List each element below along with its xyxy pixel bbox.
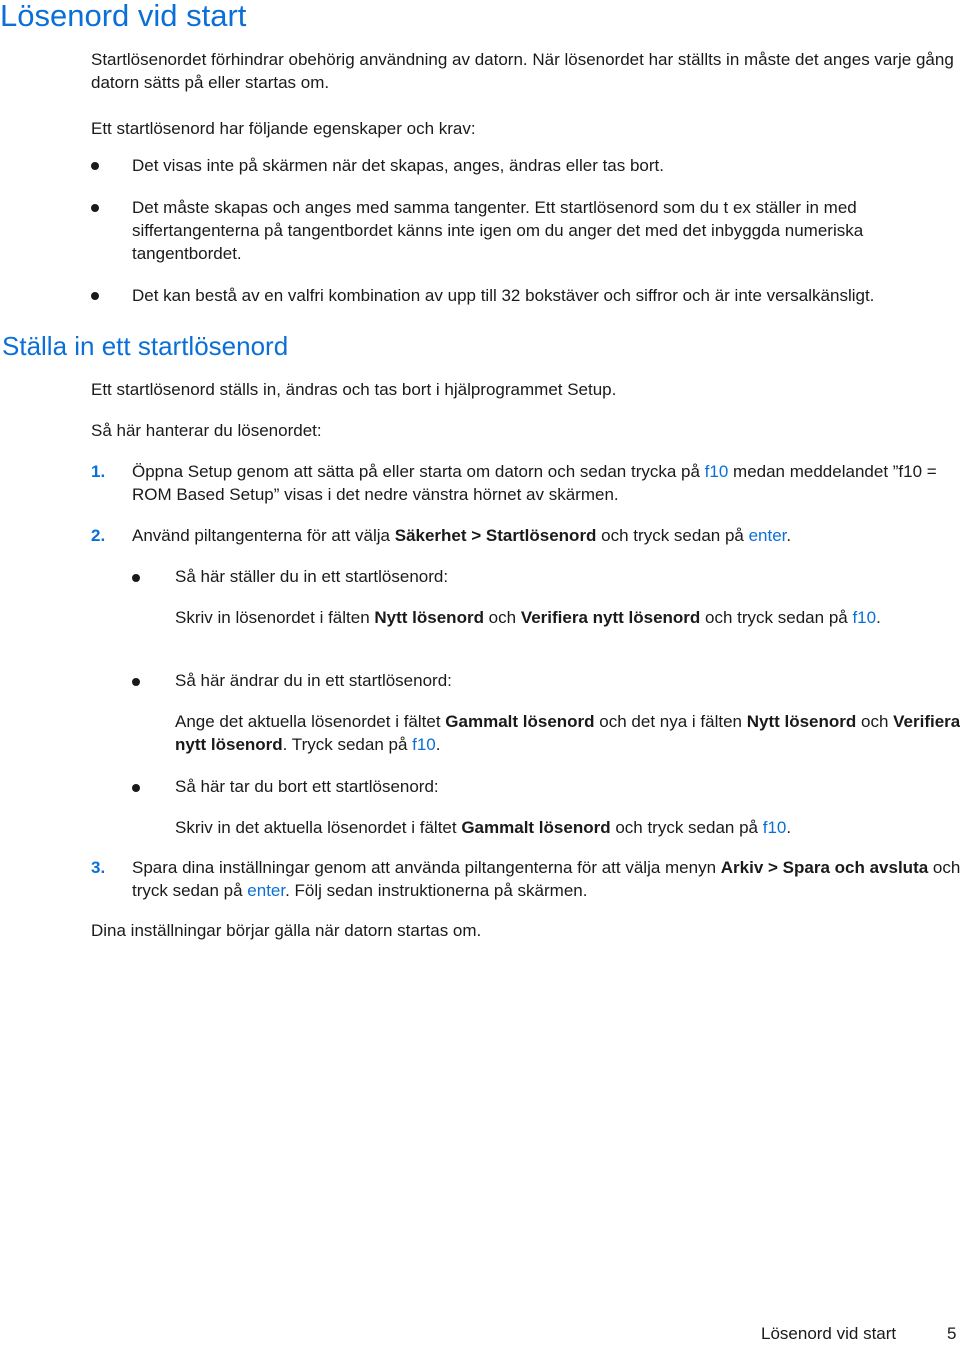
bullet-icon: [132, 574, 140, 582]
page-title: Lösenord vid start: [0, 0, 247, 33]
field-name: Gammalt lösenord: [461, 818, 611, 837]
field-name: Verifiera nytt lösenord: [520, 608, 701, 627]
sub-item-title: Så här ställer du in ett startlösenord:: [175, 567, 449, 586]
section-title: Ställa in ett startlösenord: [2, 331, 289, 361]
intro-paragraph: Startlösenordet förhindrar obehörig användning av datorn. När lösenordet har ställts in måste det anges varje gång datorn sätts på eller startas om.: [91, 50, 954, 92]
text: . Följ sedan instruktionerna på skärmen.: [285, 881, 588, 900]
footer-section-title: Lösenord vid start: [761, 1324, 897, 1343]
field-name: Nytt lösenord: [374, 608, 484, 627]
text: .: [786, 818, 792, 837]
sub-item-title: Så här tar du bort ett startlösenord:: [175, 777, 439, 796]
text: och tryck sedan på: [700, 608, 853, 627]
bullet-icon: [91, 292, 99, 300]
bullet-icon: [132, 678, 140, 686]
list-item-text: Det kan bestå av en valfri kombination av upp till 32 bokstäver och siffror och är inte versalkänsligt.: [132, 286, 875, 305]
sub-item-title: Så här ändrar du in ett startlösenord:: [175, 671, 452, 690]
closing-paragraph: Dina inställningar börjar gälla när datorn startas om.: [91, 921, 482, 940]
field-name: Nytt lösenord: [746, 712, 857, 731]
text: Spara dina inställningar genom att använda piltangenterna för att välja menyn: [132, 858, 721, 877]
key-name: f10: [412, 735, 436, 754]
text: Använd piltangenterna för att välja: [132, 526, 395, 545]
menu-path: Arkiv > Spara och avsluta: [720, 858, 929, 877]
text: medan meddelandet ”f10 = ROM Based Setup” visas i det nedre vänstra hörnet av skärmen.: [132, 462, 937, 504]
text: Ange det aktuella lösenordet i fältet: [175, 712, 446, 731]
key-name: f10: [762, 818, 787, 837]
step-number: 1.: [91, 462, 106, 481]
menu-path: Säkerhet > Startlösenord: [394, 526, 597, 545]
step-number: 3.: [91, 858, 106, 877]
section-paragraph: Ett startlösenord ställs in, ändras och tas bort i hjälprogrammet Setup.: [91, 380, 617, 399]
key-name: enter: [748, 526, 787, 545]
bullet-icon: [91, 204, 99, 212]
field-name: Gammalt lösenord: [445, 712, 595, 731]
text: och tryck sedan på: [132, 858, 960, 900]
list-item-text: Det måste skapas och anges med samma tangenter. Ett startlösenord som du t ex ställer in med siffertangenterna på tangentbordet känns inte igen om du anger det med det inbyggda numeriska tangentbordet.: [132, 198, 864, 263]
bullet-icon: [132, 784, 140, 792]
text: Skriv in lösenordet i fälten: [175, 608, 375, 627]
key-name: f10: [704, 462, 729, 481]
bullet-icon: [91, 162, 99, 170]
requirements-intro: Ett startlösenord har följande egenskaper och krav:: [91, 119, 476, 138]
page-footer: [761, 1322, 957, 1345]
text: .: [786, 526, 792, 545]
sub-item-text: [175, 816, 960, 839]
text: Öppna Setup genom att sätta på eller starta om datorn och sedan trycka på: [132, 462, 705, 481]
text: och: [856, 712, 894, 731]
page-number: 5: [947, 1324, 957, 1343]
text: och tryck sedan på: [596, 526, 749, 545]
text: .: [876, 608, 881, 627]
text: och det nya i fälten: [594, 712, 747, 731]
step-1-text: [132, 460, 960, 506]
key-name: enter: [247, 881, 286, 900]
list-item-text: Det visas inte på skärmen när det skapas, anges, ändras eller tas bort.: [132, 156, 664, 175]
text: och: [483, 608, 521, 627]
key-name: f10: [852, 608, 877, 627]
step-2-text: [132, 524, 960, 547]
sub-item-text: [175, 710, 960, 756]
step-3-text: [132, 856, 960, 902]
step-number: 2.: [91, 526, 106, 545]
sub-item-text: [175, 606, 960, 629]
text: Skriv in det aktuella lösenordet i fältet: [175, 818, 462, 837]
field-name: Verifiera nytt lösenord: [175, 712, 960, 754]
text: .: [435, 735, 441, 754]
text: och tryck sedan på: [610, 818, 763, 837]
section-paragraph: Så här hanterar du lösenordet:: [91, 421, 322, 440]
text: . Tryck sedan på: [282, 735, 413, 754]
